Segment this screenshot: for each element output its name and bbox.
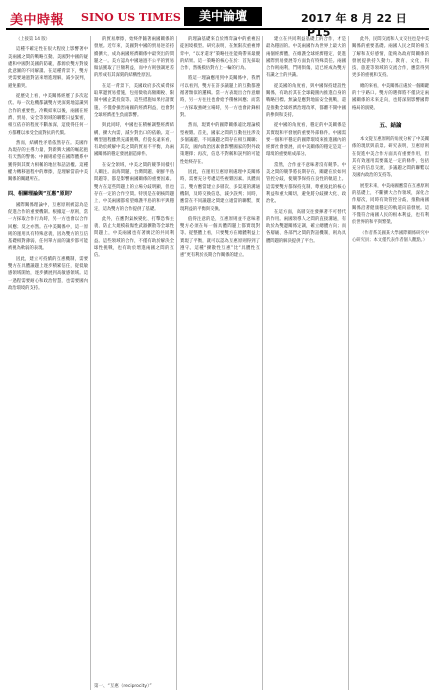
page-header (6, 6, 429, 39)
paragraph: 在這一背景下，美國政府多次威脅採取單邊貿易措施，包括徵收高額關稅、限制中國企業投資等。這些措施如果付諸實施，不僅會損害兩國的經濟利益，也會對全球經濟產生負面影響。 (94, 83, 174, 118)
column-divider (262, 36, 263, 690)
article-column-3 (180, 36, 260, 690)
paragraph: 在安全領域，中美之間的競爭同樣引人關注。南海問題、台灣問題、朝鮮半島問題等，都是影響兩國關係的重要因素。雙方在這些問題上的立場分歧明顯，但也存在一定的合作空間。特別是在朝核問題上，中美兩國都希望維護半島的和平與穩定，這為雙方的合作提供了基礎。 (94, 162, 174, 212)
paragraph: 因此，建立可持續的互惠機制，需要雙方在具體議題上逐步積累信任，從低敏感領域開始，逐步擴展到高敏感領域。這一過程需要耐心和政治智慧，也需要國內政治環境的支持。 (8, 256, 88, 291)
article-column-2 (94, 36, 174, 690)
section-heading: 四、相關理論與“互惠”原則？ (8, 190, 75, 197)
paragraph: 從歷史上看，中美關係經歷了多次起伏。每一次危機都讓雙方更深刻地認識到合作的重要性。冷戰結束以後，兩國在經濟、貿易、安全等領域的聯繫日益緊密，相互依存的程度不斷加深，這使得任何一方都難以承受全面對抗的代價。 (8, 94, 88, 136)
paragraph: 值得注意的是，互惠原則並不意味著雙方必須在每一個具體問題上都實現對等。從整體上看，只要雙方在總體利益上實現了平衡，就可以認為互惠原則得到了遵守。這種“擴散性互惠”比“具體性互惠”更有利於長期合作關係的建立。 (180, 216, 260, 259)
paragraph: 在這方面，高層交往發揮著不可替代的作用。兩國領導人之間的直接溝通，有助於為雙邊關係定調，確立總體方向；而各層級、各部門之間的對話機制，則為具體問題的解決提供了平台。 (266, 209, 346, 244)
paragraph: 的貿易摩擦，始終伴隨著兩國關係的發展。近年來，美國對中國的貿易逆差持續擴大，成為兩國經濟關係中最突出的問題之一。美方認為中國通過不公平的貿易做法獲取了巨額利益，而中方則強調逆差的形成有其深刻的結構性原因。 (94, 37, 174, 79)
paragraph: 的理論基礎來自於博弈論中的重複囚徒困境模型。研究表明，在無限次重複博弈中，“以牙還牙”策略往往能夠帶來最優的結果。這一策略的核心在於：首先採取合作，然後模仿對方上一輪的行為。 (180, 37, 260, 72)
paragraph: 因此，在運用互惠原則處理中美關係時，需要充分考慮這些複雜因素。具體而言，雙方應當建立多層次、多渠道的溝通機制，及時交換信息，減少誤判；同時，應當在不同議題之間建立適當的聯繫，實現利益的平衡與交換。 (180, 170, 260, 212)
paragraph: 本文從互惠原則的角度分析了中美關係的現狀與前景。研究表明，互惠原則在促進中美合作方面具有重要作用，但其有效運用需要滿足一定的條件，包括充分的信息交流、多議題之間的聯繫以及國內政治的支持等。 (352, 136, 429, 179)
paragraph: 國際關係理論中，互惠原則被認為是促進合作的重要機制。根據這一原則，當一方採取合作行為時，另一方也會以合作回應；反之亦然。在中美關係中，這一原則的運用具有特殊意義，因為雙方的互信基礎相對薄弱，任何單方面的讓步都可能被視為軟弱的表現。 (8, 202, 88, 252)
section-label: 美中論壇 (184, 7, 262, 26)
column-divider (90, 36, 91, 690)
footnote: 第一、“互惠（reciprocity）” (94, 684, 152, 689)
paragraph: 展望未來，中美兩國應當在互惠原則的基礎上，不斷擴大合作領域，深化合作層次，同時有效管控分歧，推動兩國關係沿著健康穩定的軌道向前發展。這不僅符合兩國人民的根本利益，也有利於世界的和平與繁榮。 (352, 183, 429, 226)
paragraph: 此外，在應對氣候變化、打擊恐怖主義、防止大規模殺傷性武器擴散等全球性問題上，中美兩國也有著廣泛的共同利益。這些領域的合作，不僅有助於解決全球性挑戰，也有助於增進兩國之間的互信。 (94, 216, 174, 259)
paragraph: 總的來看，中美關係正處於一個關鍵的十字路口。雙方的選擇將不僅決定兩國關係的未來走向，也將深刻影響國際格局的演變。 (352, 83, 429, 111)
paragraph: 當然，合作並不意味著沒有競爭。中美之間的競爭將長期存在，關鍵在於如何管控分歧，使競爭保持在良性的軌道上。這需要雙方都保持克制，尊重彼此的核心利益和重大關切，避免將分歧擴大化、政治化。 (266, 162, 346, 205)
paragraph: 此外，民間交流和人文交往也是中美關係的重要基礎。兩國人民之間的相互了解和友好感情，能夠為政府間關係的發展提供持久動力。教育、文化、科技、旅遊等領域的交流合作，應當得到更多的重視和支持。 (352, 37, 429, 79)
paragraph: 然而，結構性矛盾依然存在。美國作為現存的主導力量，對新興大國的崛起抱有天然的警惕；中國則希望在國際體系中獲得與其實力相稱的地位和話語權。這種權力轉移過程中的摩擦，是理解當前中美關係的關鍵所在。 (8, 140, 88, 183)
column-divider (348, 36, 349, 690)
column-divider (176, 36, 177, 690)
author-note: （作者系美國某大學國際關係研究中心研究員；本文僅代表作者個人觀點。） (352, 230, 429, 243)
article-column-5 (352, 36, 429, 690)
paragraph: 建立在共同利益基礎上的合作，才是最為穩固的。中美兩國作為世界上最大的兩個經濟體，在維護全球經濟穩定、促進國際貿易發展等方面負有特殊責任。兩國合作則兩利，鬥則俱傷，這已經成為雙方有識之士的共識。 (266, 37, 346, 79)
article-column-4 (266, 36, 346, 690)
paragraph: 這種不確定性在很大程度上影響著中美兩國之間的戰略互動。美國對中國的疑慮和中國對美國的防範，都源於雙方對彼此意圖的不同解讀。在這種背景下，雙方更需要通過對話來增進理解，減少誤判，避免衝突。 (8, 47, 88, 89)
paragraph: 與此同時，中國也在積極調整經濟結構，擴大內需，減少對出口的依賴。這一轉型過程雖然充滿挑戰，但從長遠來看，有助於緩解中美之間的貿易不平衡，為兩國關係的穩定發展創造條件。 (94, 123, 174, 158)
conclusion-heading: 五、結論 (379, 122, 402, 129)
issue-date (301, 10, 429, 39)
paragraph: 將這一理論應用到中美關係中，我們可以看到，雙方在許多議題上的互動都遵循著類似的邏輯。當一方表現出合作意願時，另一方往往也會給予積極回應；而當一方採取強硬立場時，另一方也會針鋒相對。 (180, 76, 260, 118)
article-column-1 (8, 36, 88, 690)
paragraph: 從美國的角度看，與中國保持建設性關係，有助於其在全球範圍內推進自身的戰略目標。無論是應對地區安全挑戰，還是推動全球經濟治理改革，都離不開中國的參與和支持。 (266, 83, 346, 118)
date-text: 2017 年 8 月 22 日 (301, 12, 407, 25)
paragraph: 從中國的角度看，穩定的中美關係是其實現和平發展的重要外部條件。中國需要一個和平穩定的國際環境來推進國內的經濟社會發展，而中美關係的穩定是這一環境的重要組成部分。 (266, 123, 346, 158)
masthead-chinese: 美中時報 (10, 13, 65, 28)
paragraph: 然而，現實中的國際關係遠比理論模型複雜。首先，國家之間的互動往往涉及多個議題，不同議題之間存在相互關聯；其次，國內政治因素會影響國家的對外政策選擇；再次，信息不對稱和誤判的可能性始終存在。 (180, 123, 260, 165)
continued-marker: （上接第 14 版） (16, 37, 50, 42)
page-number: P15 (307, 26, 331, 39)
masthead-english: SINO US TIMES (81, 11, 181, 24)
